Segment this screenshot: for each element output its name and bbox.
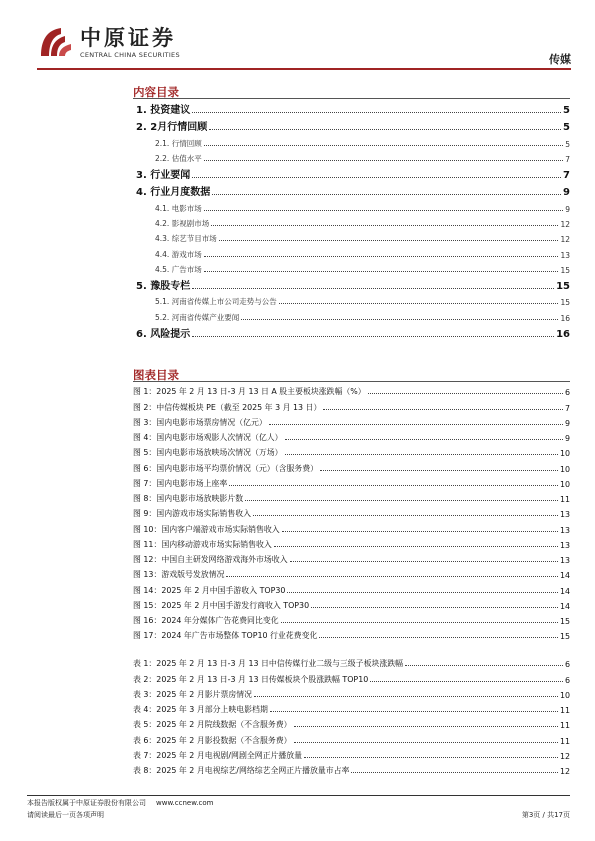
dot-leader: [204, 144, 564, 146]
toc-section-entry-label: 1. 投资建议: [136, 105, 191, 117]
chart-entry-page: 6: [564, 388, 570, 398]
dot-leader: [204, 159, 564, 161]
dot-leader: [304, 756, 558, 758]
chart-entry[interactable]: [133, 535, 570, 550]
chart-entry[interactable]: [133, 580, 570, 595]
dot-leader: [370, 680, 563, 682]
table-entry[interactable]: [133, 685, 570, 700]
toc-subsection-entry-page: 5: [565, 139, 570, 149]
toc-title: 内容目录: [133, 85, 179, 99]
table-entry-label: 表 4：2025 年 3 月部分上映电影档期: [133, 705, 268, 714]
chart-entry-label: 图 12：中国自主研发网络游戏海外市场收入: [133, 555, 288, 564]
chart-entry[interactable]: [133, 397, 570, 412]
toc-subsection-entry[interactable]: [133, 260, 570, 275]
chart-entry-page: 14: [559, 601, 570, 611]
chart-entry-label: 图 16：2024 年分媒体广告花费同比变化: [133, 616, 279, 625]
chart-entry-page: 11: [559, 495, 570, 504]
footer-copyright-line: [27, 798, 213, 808]
company-name-cn: 中原证券: [80, 25, 176, 50]
dot-leader: [294, 741, 558, 743]
page-header: [0, 0, 595, 70]
page-number: 第3页 / 共17页: [521, 811, 570, 819]
table-entry-page: 11: [559, 736, 570, 746]
dot-leader: [241, 318, 558, 320]
table-entry[interactable]: [133, 669, 570, 684]
table-entry-label: 表 6：2025 年 2 月影投数据（不含服务费）: [133, 735, 292, 745]
chart-entry-page: 7: [564, 403, 570, 413]
dot-leader: [282, 530, 558, 532]
toc-section-entry-page: 5: [563, 105, 570, 117]
chart-entry-page: 13: [559, 556, 570, 565]
chart-entry[interactable]: [133, 413, 570, 428]
dot-leader: [229, 484, 558, 486]
toc-subsection-entry-label: 4.2. 影视剧市场: [155, 218, 210, 228]
dot-leader: [281, 621, 558, 623]
chart-entry[interactable]: [133, 428, 570, 443]
dot-leader: [274, 545, 558, 547]
toc-subsection-entry[interactable]: [133, 149, 570, 164]
table-entry-label: 表 8：2025 年 2 月电视综艺/网络综艺全网正片播放量市占率: [133, 766, 350, 775]
dot-leader: [192, 287, 554, 289]
dot-leader: [204, 209, 564, 211]
dot-leader: [192, 176, 561, 178]
toc-section-entry-label: 5. 豫股专栏: [136, 281, 191, 293]
chart-entry-page: 10: [559, 449, 570, 459]
chart-entry-label: 图 15：2025 年 2 月中国手游发行商收入 TOP30: [133, 600, 310, 610]
chart-entry[interactable]: [133, 382, 570, 397]
toc-subsection-entry-label: 4.5. 广告市场: [155, 264, 202, 274]
table-entry[interactable]: [133, 730, 570, 745]
table-entry[interactable]: [133, 700, 570, 715]
toc-section-entry-page: 7: [563, 170, 570, 182]
chart-entry-label: 图 7：国内电影市场上座率: [133, 478, 228, 488]
dot-leader: [192, 335, 554, 337]
toc-subsection-entry-page: 7: [565, 154, 570, 164]
toc-subsection-entry-label: 4.4. 游戏市场: [155, 249, 202, 259]
footer-disclaimer: 请阅读最后一页各项声明: [27, 811, 104, 819]
header-divider: [37, 68, 571, 70]
toc-section-entry[interactable]: [133, 116, 570, 133]
dot-leader: [219, 239, 559, 241]
table-entry[interactable]: [133, 761, 570, 776]
dot-leader: [285, 438, 563, 440]
dot-leader: [279, 302, 559, 304]
toc-subsection-entry-page: 13: [560, 250, 570, 260]
toc-section-entry-label: 2. 2月行情回顾: [136, 122, 208, 134]
table-entry[interactable]: [133, 654, 570, 669]
dot-leader: [320, 469, 558, 471]
dot-leader: [311, 606, 558, 608]
dot-leader: [287, 591, 558, 593]
table-entry-page: 6: [564, 660, 570, 670]
dot-leader: [323, 408, 563, 410]
toc-subsection-entry[interactable]: [133, 292, 570, 307]
table-entry-page: 11: [559, 706, 570, 715]
chart-entry-label: 图 2：中信传媒板块 PE（截至 2025 年 3 月 13 日）: [133, 402, 322, 412]
toc-subsection-entry-page: 12: [560, 235, 570, 245]
toc-section-entry[interactable]: [133, 164, 570, 181]
dot-leader: [204, 255, 559, 257]
toc-subsection-entry-page: 12: [560, 219, 570, 229]
chart-entry-page: 14: [559, 571, 570, 581]
chart-entry-page: 15: [559, 632, 570, 642]
toc-subsection-entry-page: 16: [560, 313, 570, 323]
table-entry-label: 表 7：2025 年 2 月电视剧/网剧全网正片播放量: [133, 750, 303, 760]
chart-entry-label: 图 8：国内电影市场放映影片数: [133, 494, 244, 503]
chart-entry-page: 9: [564, 434, 570, 443]
dot-leader: [319, 636, 558, 638]
dot-leader: [253, 514, 558, 516]
chart-list: [133, 382, 570, 641]
toc-subsection-entry[interactable]: [133, 307, 570, 322]
footer-divider: [27, 795, 570, 796]
toc-section-entry-label: 4. 行业月度数据: [136, 187, 211, 199]
table-entry-page: 6: [564, 675, 570, 685]
chart-entry[interactable]: [133, 519, 570, 534]
table-entry-page: 10: [559, 690, 570, 700]
dot-leader: [211, 224, 558, 226]
chart-entry-page: 10: [559, 464, 570, 474]
toc-section-entry-page: 15: [556, 281, 570, 293]
table-entry-page: 11: [559, 721, 570, 731]
chart-entry-label: 图 3：国内电影市场票房情况（亿元）: [133, 417, 267, 427]
figures-title: 图表目录: [133, 368, 179, 382]
toc-subsection-entry[interactable]: [133, 133, 570, 148]
toc-subsection-entry-label: 5.2. 河南省传媒产业要闻: [155, 312, 240, 322]
dot-leader: [254, 695, 558, 697]
dot-leader: [270, 710, 558, 712]
chart-entry-page: 10: [559, 479, 570, 489]
sector-label: 传媒: [549, 53, 571, 66]
dot-leader: [405, 664, 563, 666]
dot-leader: [290, 560, 558, 562]
dot-leader: [192, 111, 561, 113]
dot-leader: [212, 193, 561, 195]
toc-section-entry-label: 6. 风险提示: [136, 328, 191, 340]
chart-entry-page: 14: [559, 586, 570, 596]
table-of-contents: [133, 99, 570, 340]
footer-copyright: 本报告版权属于中原证券股份有限公司: [27, 799, 146, 807]
chart-entry[interactable]: [133, 458, 570, 473]
toc-section-entry-page: 16: [556, 328, 570, 340]
table-list: [133, 654, 570, 776]
toc-subsection-entry-page: 9: [565, 204, 570, 214]
toc-section-entry[interactable]: [133, 181, 570, 198]
table-entry-page: 12: [559, 751, 570, 761]
toc-section-entry[interactable]: [133, 275, 570, 292]
chart-entry-page: 13: [559, 510, 570, 520]
table-entry-page: 12: [559, 767, 570, 776]
table-entry[interactable]: [133, 715, 570, 730]
dot-leader: [204, 270, 559, 272]
toc-subsection-entry-label: 2.1. 行情回顾: [155, 138, 202, 148]
toc-subsection-entry[interactable]: [133, 244, 570, 259]
toc-section-entry-label: 3. 行业要闻: [136, 170, 191, 182]
toc-subsection-entry-label: 2.2. 估值水平: [155, 153, 202, 163]
footer-url-link[interactable]: www.ccnew.com: [156, 799, 214, 807]
toc-subsection-entry-page: 15: [560, 265, 570, 275]
toc-section-entry[interactable]: [133, 99, 570, 116]
chart-entry-label: 图 9：国内游戏市场实际销售收入: [133, 509, 251, 519]
chart-entry-label: 图 17：2024 年广告市场整体 TOP10 行业花费变化: [133, 631, 318, 641]
company-logo-icon: [37, 26, 75, 58]
toc-subsection-entry-label: 4.3. 综艺节目市场: [155, 234, 217, 244]
toc-section-entry-page: 9: [563, 187, 570, 199]
dot-leader: [269, 423, 563, 425]
table-entry-label: 表 5：2025 年 2 月院线数据（不含服务费）: [133, 720, 292, 730]
dot-leader: [226, 575, 557, 577]
chart-entry-label: 图 10：国内客户端游戏市场实际销售收入: [133, 524, 280, 534]
toc-subsection-entry[interactable]: [133, 229, 570, 244]
chart-entry[interactable]: [133, 626, 570, 641]
dot-leader: [368, 392, 563, 394]
table-entry-label: 表 2：2025 年 2 月 13 日-3 月 13 日传媒板块个股涨跌幅 TOP10: [133, 674, 369, 684]
chart-entry-label: 图 11：国内移动游戏市场实际销售收入: [133, 539, 272, 549]
table-entry-label: 表 3：2025 年 2 月影片票房情况: [133, 689, 253, 699]
toc-section-entry-page: 5: [563, 122, 570, 134]
table-entry-label: 表 1：2025 年 2 月 13 日-3 月 13 日中信传媒行业二级与三级子板块涨跌幅: [133, 659, 404, 669]
chart-entry-label: 图 5：国内电影市场放映场次情况（万场）: [133, 448, 283, 458]
chart-entry[interactable]: [133, 474, 570, 489]
dot-leader: [285, 453, 558, 455]
dot-leader: [294, 725, 558, 727]
chart-entry-label: 图 4：国内电影市场观影人次情况（亿人）: [133, 433, 283, 442]
chart-entry-label: 图 13：游戏版号发放情况: [133, 570, 225, 580]
toc-subsection-entry-label: 5.1. 河南省传媒上市公司走势与公告: [155, 297, 277, 307]
chart-entry[interactable]: [133, 550, 570, 565]
dot-leader: [209, 128, 561, 130]
dot-leader: [351, 771, 558, 773]
toc-subsection-entry-label: 4.1. 电影市场: [155, 203, 202, 213]
table-entry[interactable]: [133, 746, 570, 761]
chart-entry[interactable]: [133, 565, 570, 580]
chart-entry-label: 图 1：2025 年 2 月 13 日-3 月 13 日 A 股主要板块涨跌幅（%）: [133, 387, 366, 397]
toc-subsection-entry-page: 15: [560, 298, 570, 308]
chart-entry-page: 9: [564, 418, 570, 428]
toc-subsection-entry[interactable]: [133, 214, 570, 229]
chart-entry-page: 13: [559, 540, 570, 550]
chart-entry-label: 图 14：2025 年 2 月中国手游收入 TOP30: [133, 585, 286, 595]
chart-entry[interactable]: [133, 596, 570, 611]
chart-entry[interactable]: [133, 504, 570, 519]
chart-entry[interactable]: [133, 443, 570, 458]
chart-entry-page: 13: [559, 525, 570, 535]
toc-subsection-entry[interactable]: [133, 198, 570, 213]
dot-leader: [245, 499, 558, 501]
chart-entry[interactable]: [133, 611, 570, 626]
chart-entry-label: 图 6：国内电影市场平均票价情况（元）（含服务费）: [133, 463, 319, 473]
chart-entry[interactable]: [133, 489, 570, 504]
toc-section-entry[interactable]: [133, 323, 570, 340]
company-name-en: CENTRAL CHINA SECURITIES: [80, 51, 180, 59]
chart-entry-page: 15: [559, 617, 570, 626]
